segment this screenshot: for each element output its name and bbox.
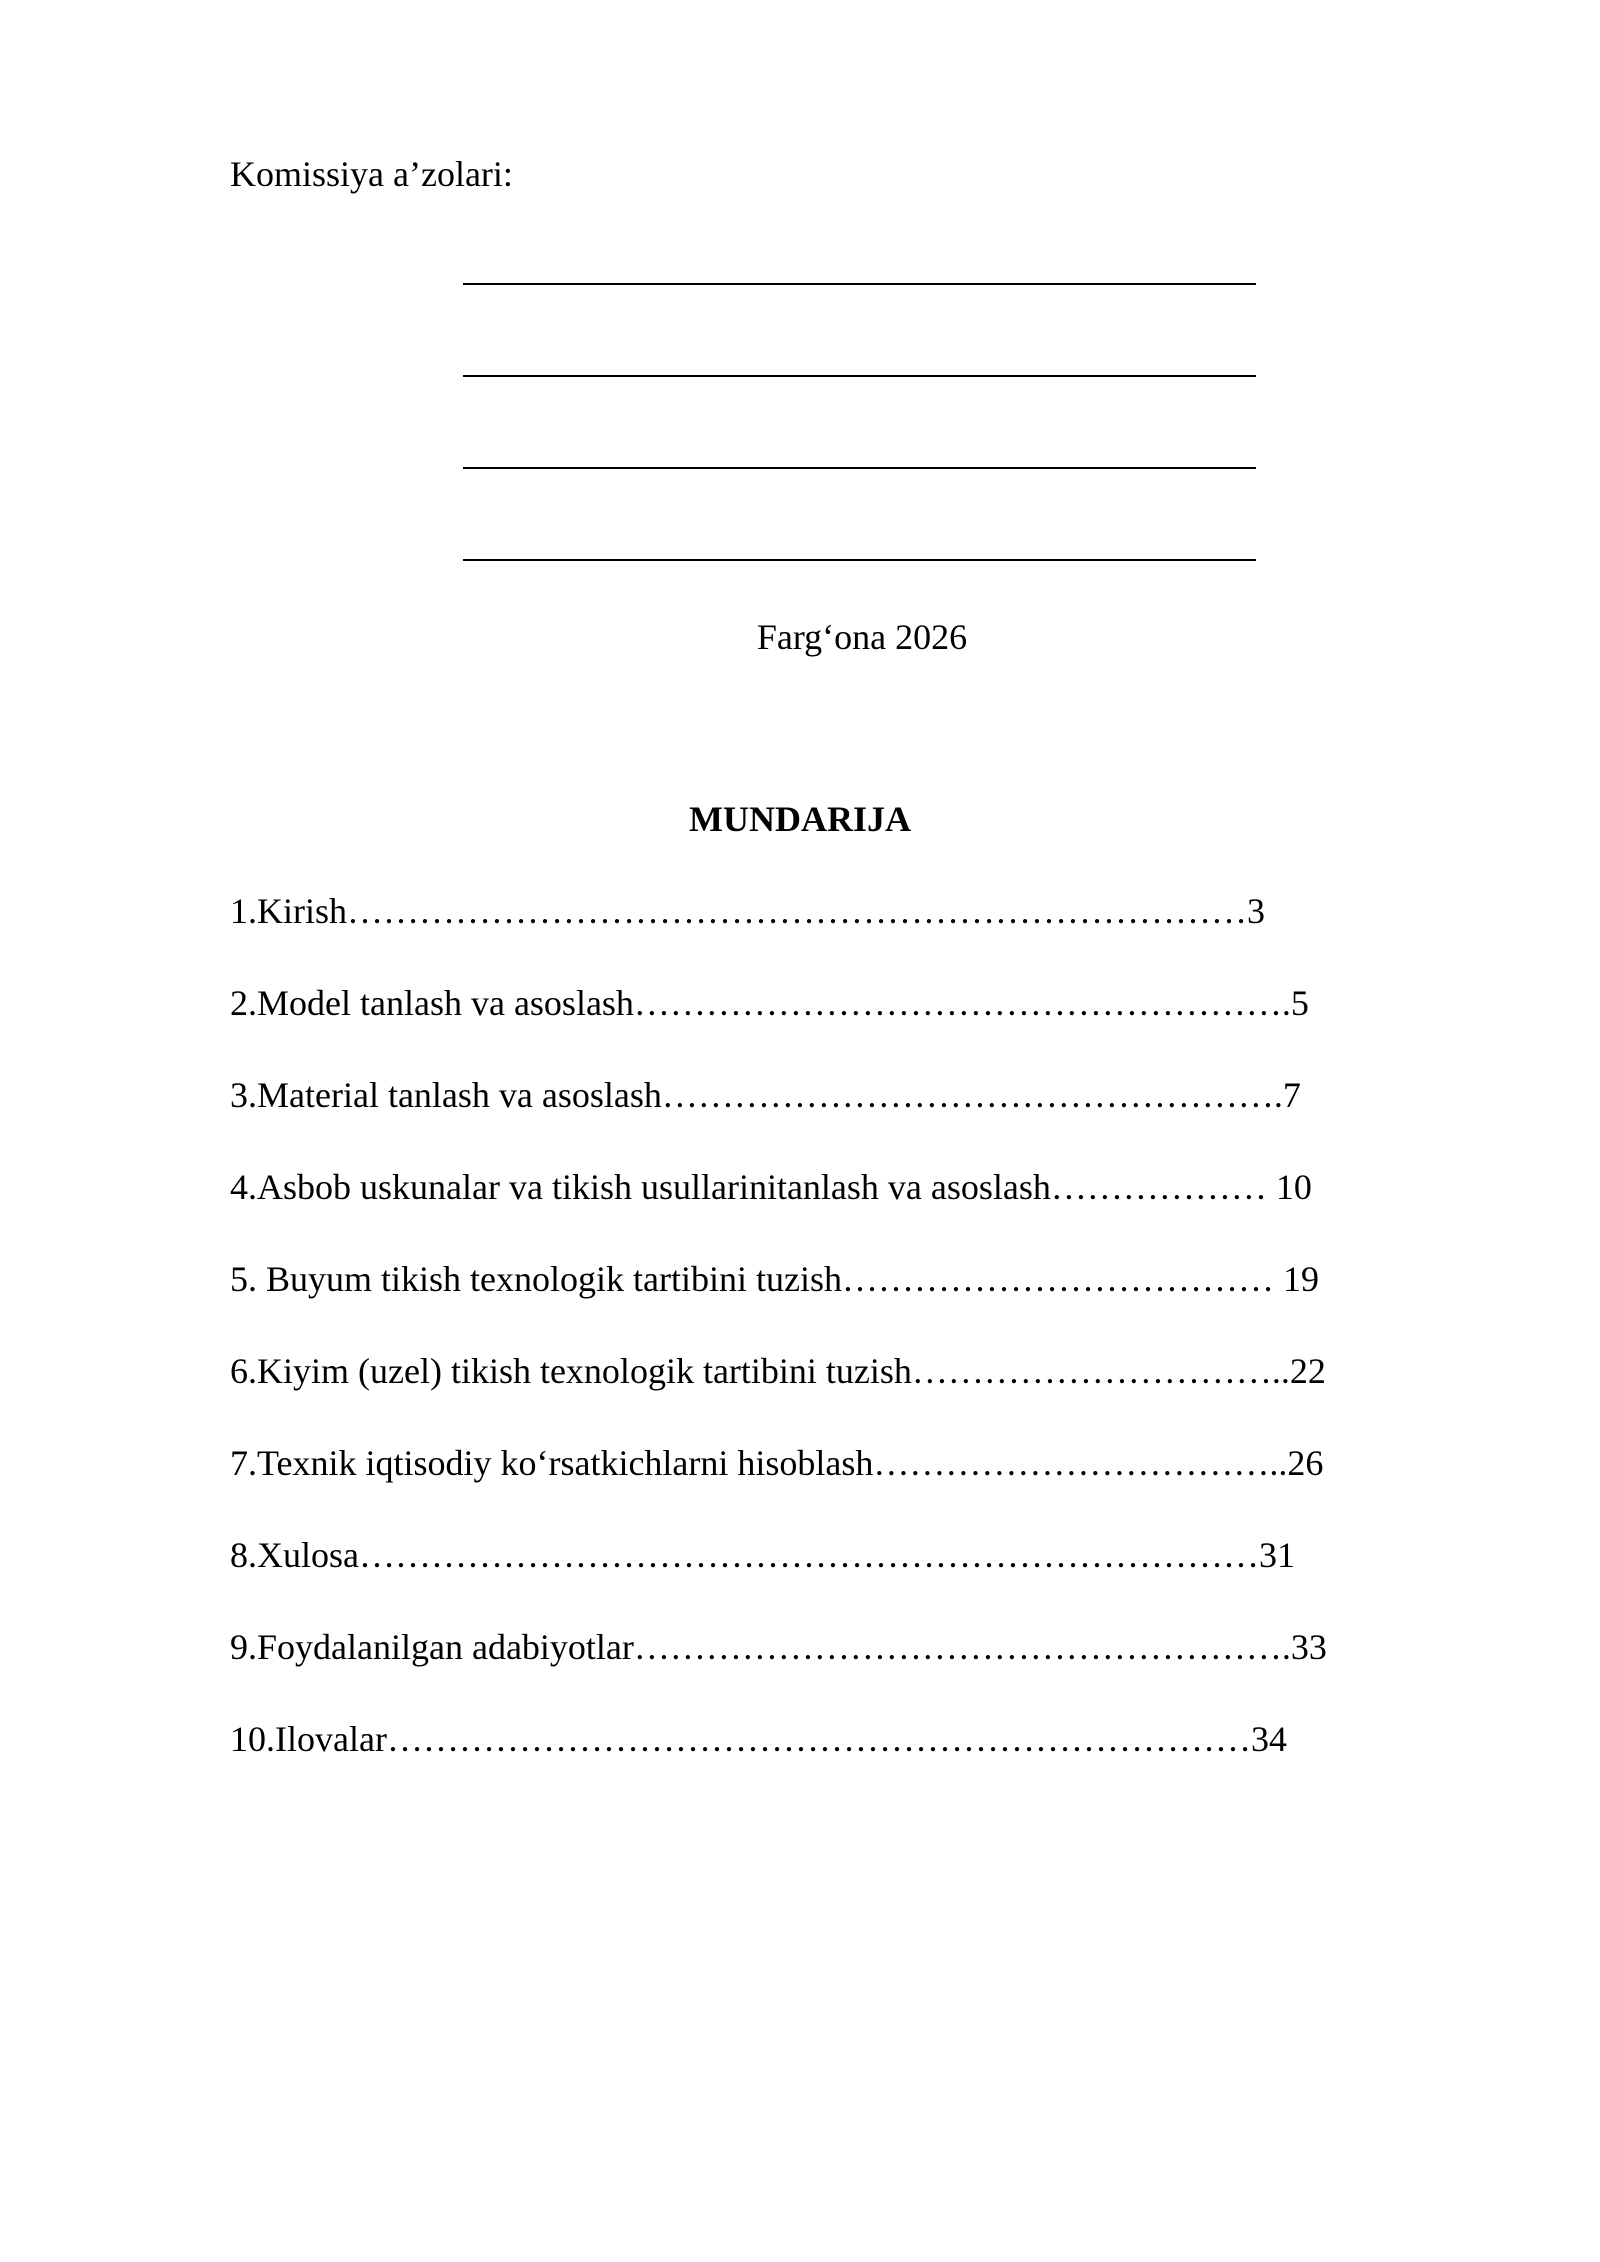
commission-members-label: Komissiya a’zolari:: [230, 154, 513, 194]
toc-title: MUNDARIJA: [689, 799, 911, 839]
signature-line: [463, 467, 1256, 469]
toc-entry: 9.Foydalanilgan adabiyotlar……………………………………………….33: [230, 1627, 1327, 1667]
toc-entry: 8.Xulosa…………………………………………………………………31: [230, 1535, 1295, 1575]
signature-line: [463, 375, 1256, 377]
toc-entry: 1.Kirish…………………………………………………………………3: [230, 891, 1265, 931]
city-year: Farg‘ona 2026: [756, 617, 968, 657]
toc-entry: 3.Material tanlash va asoslash…………………………………………….7: [230, 1075, 1301, 1115]
toc-entry: 10.Ilovalar………………………………………………………………34: [230, 1719, 1287, 1759]
toc-entry: 7.Texnik iqtisodiy ko‘rsatkichlarni hisoblash……………………………..26: [230, 1443, 1324, 1483]
toc-entry: 4.Asbob uskunalar va tikish usullarinitanlash va asoslash……………… 10: [230, 1167, 1312, 1207]
toc-entry: 2.Model tanlash va asoslash……………………………………………….5: [230, 983, 1309, 1023]
signature-line: [463, 283, 1256, 285]
toc-entry: 6.Kiyim (uzel) tikish texnologik tartibini tuzish…………………………..22: [230, 1351, 1326, 1391]
signature-line: [463, 559, 1256, 561]
toc-entry: 5. Buyum tikish texnologik tartibini tuzish……………………………… 19: [230, 1259, 1319, 1299]
